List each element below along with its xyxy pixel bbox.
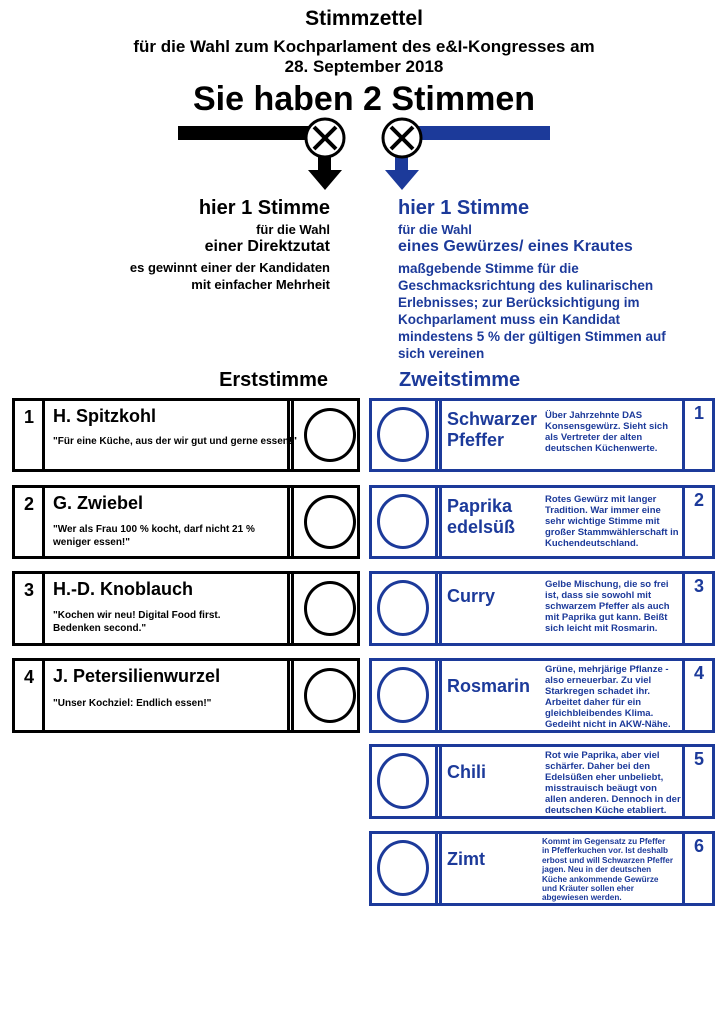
candidate-number: 2 <box>24 494 35 514</box>
candidate-vote-circle[interactable] <box>304 581 356 636</box>
second-vote-description <box>398 260 698 362</box>
first-vote-line1: für die Wahl <box>256 222 330 237</box>
candidate-number: 1 <box>24 407 35 427</box>
spice-vote-circle[interactable] <box>377 667 429 723</box>
second-vote-desc-line: mindestens 5 % der gültigen Stimmen auf <box>398 329 666 344</box>
candidate-name: H.-D. Knoblauch <box>53 579 193 599</box>
spice-description <box>545 410 668 454</box>
candidate-row-4 <box>12 658 360 733</box>
spice-desc-line: Küche ankommende Gewürze <box>542 874 659 884</box>
first-vote-line4: mit einfacher Mehrheit <box>191 277 330 292</box>
candidate-vote-circle[interactable] <box>304 408 356 462</box>
spice-desc-line: sich leicht mit Rosmarin. <box>545 623 658 634</box>
spice-name-line: Curry <box>447 586 496 606</box>
candidate-quote-line: weniger essen!" <box>53 537 130 548</box>
first-vote-arrow-icon <box>178 119 344 190</box>
spice-desc-line: erbost und will Schwarzen Pfeffer <box>542 855 674 865</box>
spice-description <box>545 494 679 549</box>
spice-name <box>447 496 515 538</box>
spice-desc-line: Konsensgewürz. Sieht sich <box>545 421 668 432</box>
spice-number: 1 <box>694 403 705 423</box>
vote-arrows-graphic <box>0 115 728 195</box>
spice-vote-circle[interactable] <box>377 840 429 896</box>
spice-desc-line: Starkregen schadet ihr. <box>545 686 651 697</box>
spice-desc-line: mit Paprika gut kann. Beißt <box>545 612 668 623</box>
spice-name-line: Paprika <box>447 496 513 516</box>
spice-name-line: Zimt <box>447 849 485 869</box>
candidate-quote <box>53 609 221 635</box>
spice-desc-line: schwarzem Pfeffer als auch <box>545 601 670 612</box>
spice-desc-line: gleichbleibendes Klima. <box>545 708 654 719</box>
spice-desc-line: Grüne, mehrjärige Pflanze - <box>545 664 669 675</box>
spice-desc-line: sehr wichtige Stimme mit <box>545 516 660 527</box>
first-vote-line3: es gewinnt einer der Kandidaten <box>129 260 330 275</box>
spice-desc-line: allen anderen. Dennoch in der <box>545 794 681 805</box>
ballot-subtitle-line1: für die Wahl zum Kochparlament des e&I-Kongresses am <box>133 37 595 56</box>
spice-row-4 <box>369 658 715 733</box>
spice-vote-circle[interactable] <box>377 494 429 549</box>
second-vote-arrow-icon <box>383 119 550 190</box>
spice-description <box>545 664 671 730</box>
spice-description <box>542 837 673 903</box>
candidate-name: H. Spitzkohl <box>53 406 156 426</box>
spice-desc-line: misstrauisch beäugt von <box>545 783 657 794</box>
spice-row-3 <box>369 571 715 646</box>
spice-desc-line: Über Jahrzehnte DAS <box>545 410 643 421</box>
spice-number: 2 <box>694 490 705 510</box>
spice-name <box>447 586 495 607</box>
candidate-name: G. Zwiebel <box>53 493 144 513</box>
spice-desc-line: Rot wie Paprika, aber viel <box>545 750 660 761</box>
second-vote-desc-line: maßgebende Stimme für die <box>398 261 579 276</box>
second-vote-desc-line: Kochparlament muss ein Kandidat <box>398 312 621 327</box>
ballot-subtitle-line2: 28. September 2018 <box>284 57 444 76</box>
candidate-quote-line: "Unser Kochziel: Endlich essen!" <box>53 698 212 709</box>
second-vote-desc-line: Geschmacksrichtung des kulinarischen <box>398 278 654 293</box>
spice-desc-line: Rotes Gewürz mit langer <box>545 494 657 505</box>
spice-row-6 <box>369 831 715 906</box>
spice-desc-line: deutschen Küchenwerte. <box>545 443 658 454</box>
spice-desc-line: Edelsüßen eher unbeliebt, <box>545 772 664 783</box>
spice-vote-circle[interactable] <box>377 407 429 462</box>
spice-row-1 <box>369 398 715 472</box>
candidate-quote <box>53 523 255 549</box>
second-vote-heading: hier 1 Stimme <box>398 197 530 219</box>
spice-name <box>447 762 486 783</box>
first-vote-line2: einer Direktzutat <box>204 238 330 255</box>
spice-desc-line: Kommt im Gegensatz zu Pfeffer <box>542 837 666 846</box>
spice-row-5 <box>369 744 715 819</box>
spice-desc-line: Gedeiht nicht in AKW-Nähe. <box>545 719 671 730</box>
candidate-vote-circle[interactable] <box>304 495 356 549</box>
spice-description <box>545 750 681 816</box>
spice-desc-line: also erneuerbar. Zu viel <box>545 675 652 686</box>
candidate-vote-circle[interactable] <box>304 668 356 723</box>
first-vote-column-label: Erststimme <box>219 369 328 391</box>
spice-desc-line: Kuchendeutschland. <box>545 538 639 549</box>
candidate-quote-line: Bedenken second." <box>53 623 147 634</box>
ballot-title: Stimmzettel <box>305 7 423 30</box>
candidate-name: J. Petersilienwurzel <box>53 666 221 686</box>
spice-desc-line: Arbeitet daher für ein <box>545 697 642 708</box>
spice-row-2 <box>369 485 715 559</box>
spice-desc-line: deutschen Küche etabliert. <box>545 805 667 816</box>
spice-name-line: Chili <box>447 762 486 782</box>
spice-desc-line: jagen. Neu in der deutschen <box>542 865 652 875</box>
second-vote-line2: eines Gewürzes/ eines Krautes <box>398 238 633 255</box>
spice-desc-line: und Kräuter sollen eher <box>542 884 634 894</box>
spice-name-line: Pfeffer <box>447 430 505 450</box>
candidate-number: 3 <box>24 580 35 600</box>
spice-name-line: edelsüß <box>447 517 516 537</box>
first-vote-heading: hier 1 Stimme <box>198 197 330 219</box>
spice-number: 5 <box>694 749 705 769</box>
candidate-quote-line: "Wer als Frau 100 % kocht, darf nicht 21 % <box>53 524 255 535</box>
spice-number: 3 <box>694 576 705 596</box>
spice-desc-line: Gelbe Mischung, die so frei <box>545 579 669 590</box>
second-vote-desc-line: Erlebnisses; zur Berücksichtigung im <box>398 295 640 310</box>
candidate-quote <box>53 436 297 447</box>
second-vote-desc-line: sich vereinen <box>398 346 485 361</box>
second-vote-column-label: Zweitstimme <box>399 369 521 391</box>
spice-vote-circle[interactable] <box>377 580 429 636</box>
spice-desc-line: ist, dass sie sowohl mit <box>545 590 652 601</box>
candidate-quote-line: "Kochen wir neu! Digital Food first. <box>53 610 221 621</box>
candidate-quote-line: "Für eine Küche, aus der wir gut und gerne essen!" <box>53 436 297 447</box>
candidate-quote <box>53 698 211 709</box>
spice-name-line: Rosmarin <box>447 676 531 696</box>
spice-name-line: Schwarzer <box>447 409 538 429</box>
spice-desc-line: schärfer. Daher bei den <box>545 761 651 772</box>
votes-heading: Sie haben 2 Stimmen <box>193 80 535 118</box>
spice-vote-circle[interactable] <box>377 753 429 809</box>
spice-desc-line: in Pfefferkuchen vor. Ist deshalb <box>542 846 669 856</box>
spice-description <box>545 579 670 634</box>
spice-number: 6 <box>694 836 705 856</box>
candidate-row-1 <box>12 398 360 472</box>
spice-number: 4 <box>694 663 705 683</box>
spice-desc-line: Tradition. War immer eine <box>545 505 661 516</box>
spice-name <box>447 676 530 697</box>
candidate-row-2 <box>12 485 360 559</box>
candidate-row-3 <box>12 571 360 646</box>
spice-name <box>447 409 537 451</box>
second-vote-line1: für die Wahl <box>398 222 472 237</box>
candidate-number: 4 <box>24 667 35 687</box>
spice-desc-line: großer Stammwählerschaft in <box>545 527 679 538</box>
spice-name <box>447 849 485 870</box>
spice-desc-line: abgewiesen werden. <box>542 893 622 903</box>
spice-desc-line: als Vertreter der alten <box>545 432 643 443</box>
